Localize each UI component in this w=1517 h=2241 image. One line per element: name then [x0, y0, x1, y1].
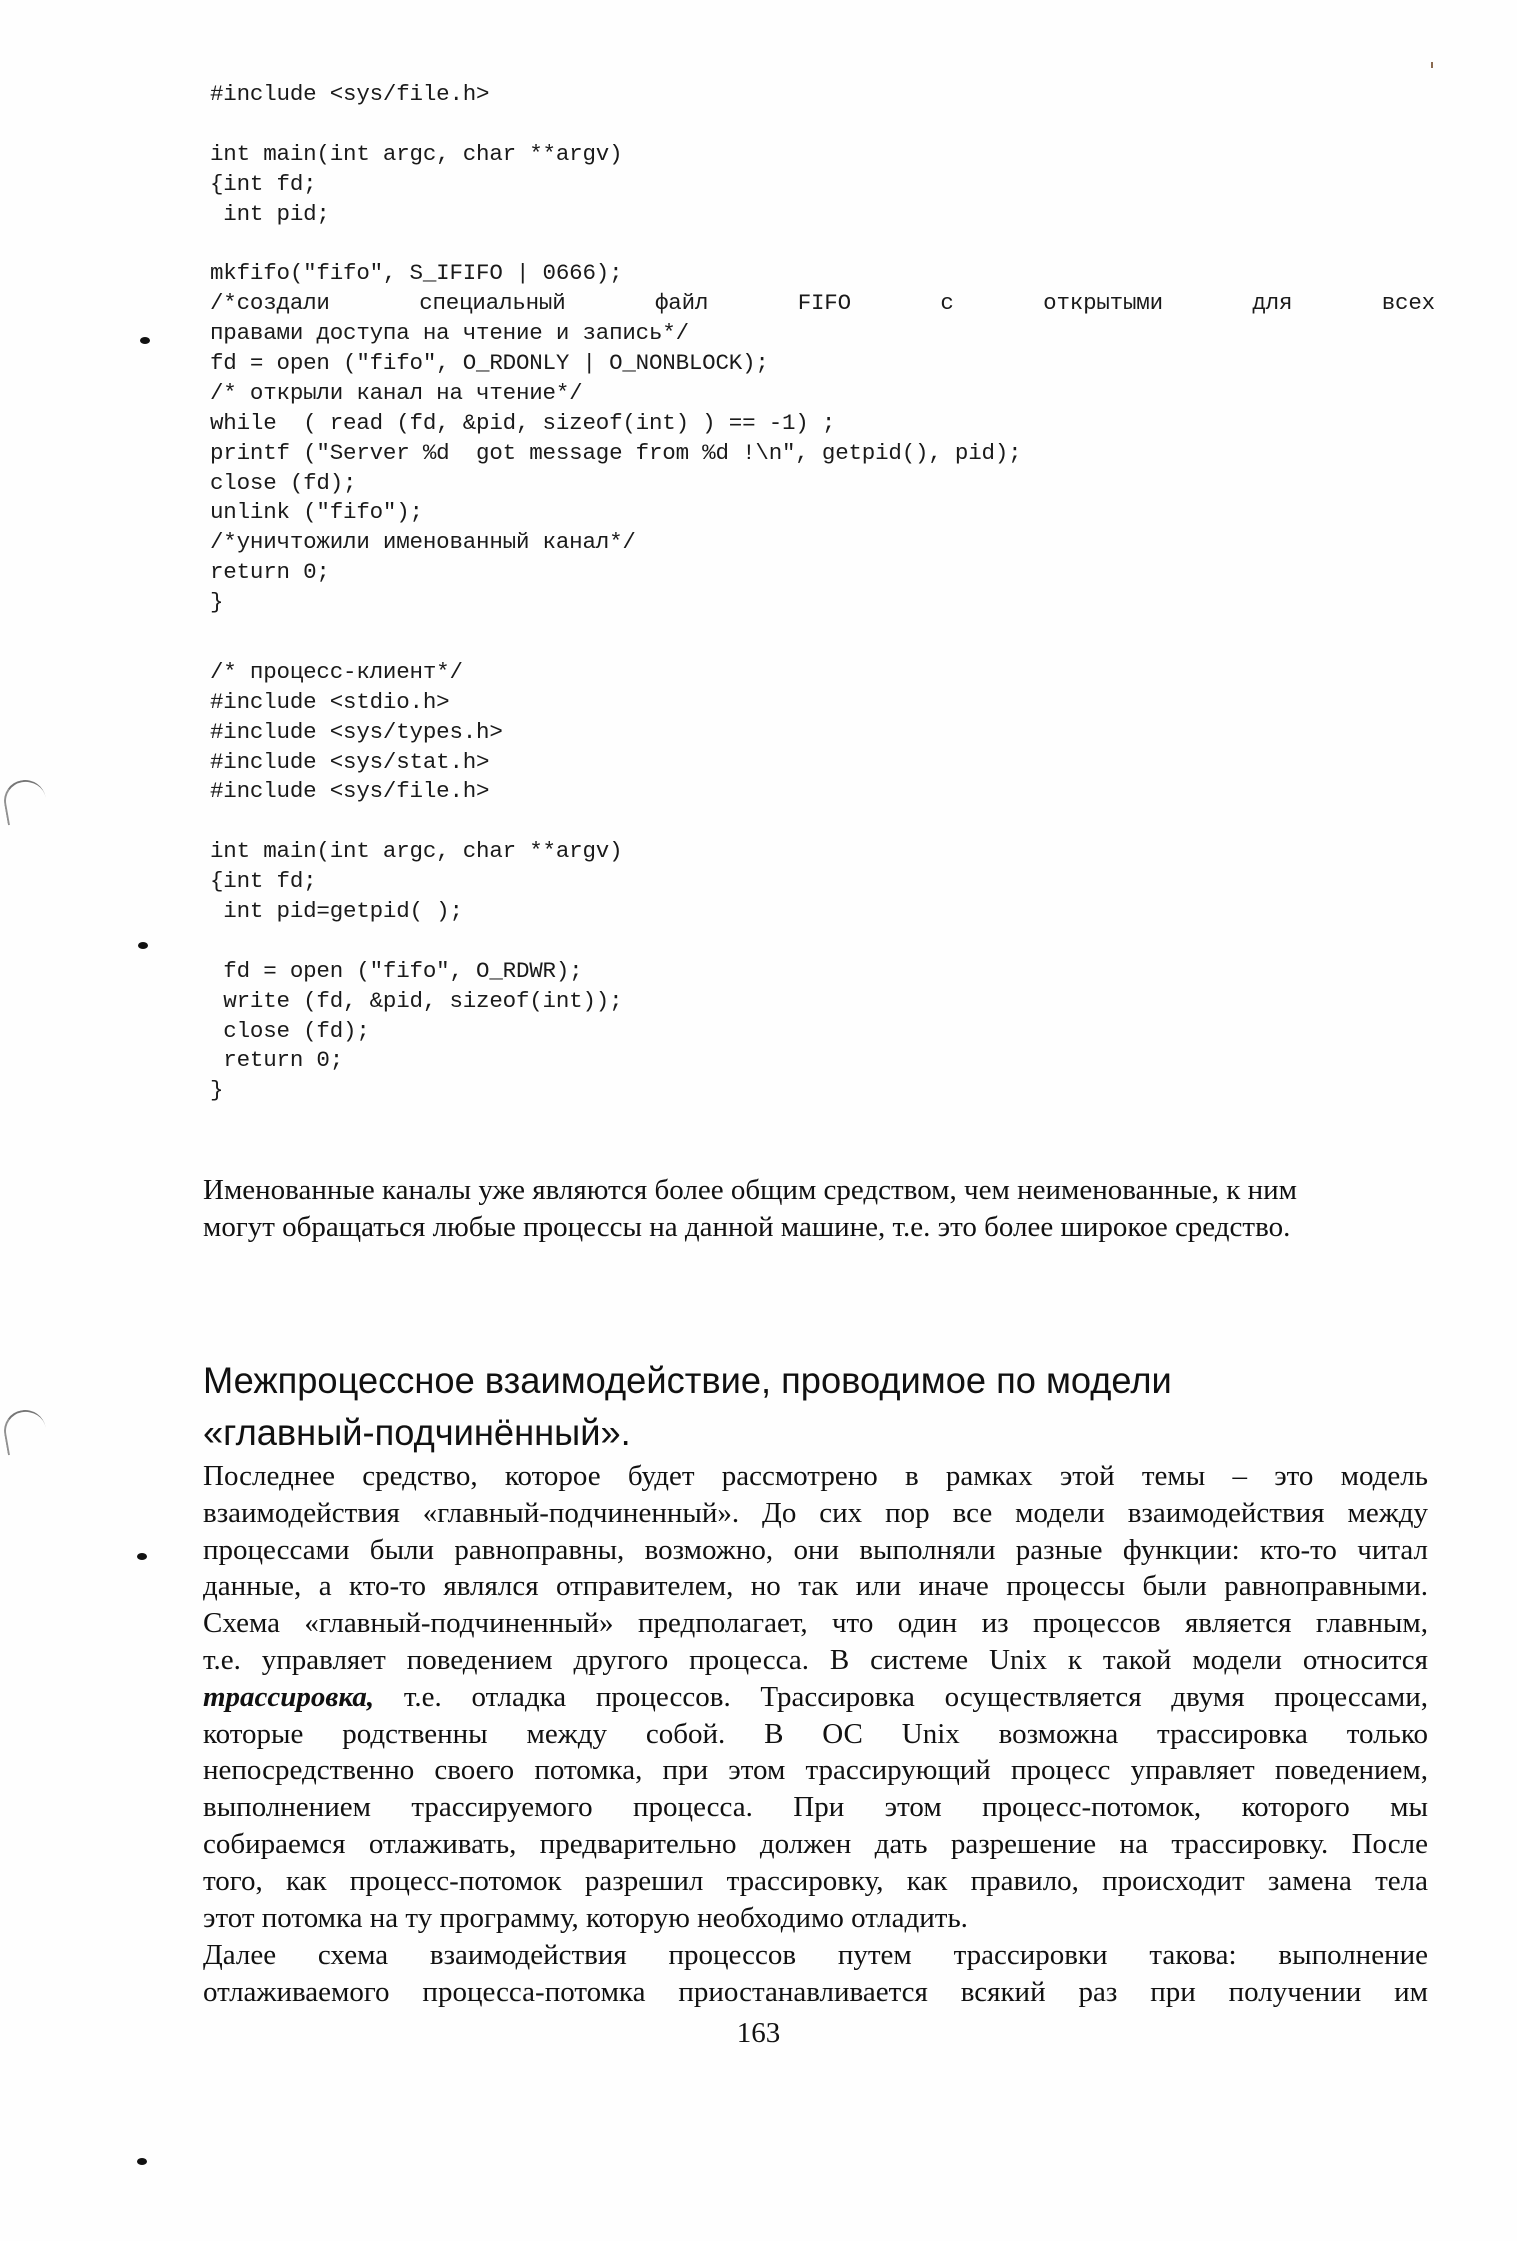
code-line: int pid;: [210, 200, 330, 227]
code-word: с: [940, 290, 954, 317]
code-line: return 0;: [210, 1047, 344, 1074]
code-word: /*создали: [210, 290, 330, 317]
text-line: этот потомка на ту программу, которую необходимо отладить.: [203, 1901, 968, 1934]
scan-arc-mark: [1, 777, 50, 826]
section-heading: [203, 1355, 1418, 1459]
code-block-client: [210, 628, 1450, 1106]
code-line: while ( read (fd, &pid, sizeof(int) ) == -1) ;: [210, 409, 836, 436]
text-line: Схема «главный-подчиненный» предполагает, что один из процессов является главным,: [203, 1607, 1428, 1640]
code-line: правами доступа на чтение и запись*/: [210, 320, 689, 347]
page-number: 163: [736, 2017, 781, 2049]
text-line: Далее схема взаимодействия процессов путем трассировки такова: выполнение: [203, 1939, 1428, 1971]
paragraph-master-slave: [203, 1458, 1428, 1936]
code-word: FIFO: [797, 290, 851, 317]
code-line: close (fd);: [210, 1017, 370, 1044]
text-line: которые родственны между собой. В ОС Unix возможна трассировка только: [203, 1717, 1428, 1750]
scan-speck-mark: [1431, 62, 1433, 68]
code-line: [210, 807, 1450, 837]
code-line: }: [210, 1077, 224, 1104]
scan-speck-mark: [140, 337, 150, 344]
code-line: unlink ("fifo");: [210, 499, 423, 526]
code-line: close (fd);: [210, 469, 357, 496]
text-line: того, как процесс-потомок разрешил трассировку, как правило, происходит замена тела: [203, 1864, 1428, 1897]
code-line: [210, 927, 1450, 957]
text-line: процессами были равноправны, возможно, они выполняли разные функции: кто-то читал: [203, 1533, 1428, 1566]
code-line: int main(int argc, char **argv): [210, 140, 623, 167]
scan-speck-mark: [137, 1553, 147, 1560]
code-line: [210, 110, 1450, 140]
code-block-server: [210, 80, 1450, 618]
code-line: int main(int argc, char **argv): [210, 838, 623, 865]
text-line: могут обращаться любые процессы на данной машине, т.е. это более широкое средство.: [203, 1210, 1291, 1243]
code-line: int pid=getpid( );: [210, 898, 463, 925]
paragraph-named-pipes: [203, 1172, 1428, 1246]
code-line: return 0;: [210, 559, 330, 586]
code-line: [210, 289, 1435, 319]
paragraph-tracing-scheme: [203, 1937, 1428, 2011]
text-line: данные, а кто-то являлся отправителем, но так или иначе процессы были равноправными.: [203, 1570, 1428, 1603]
code-line: {int fd;: [210, 170, 317, 197]
text-line: собираемся отлаживать, предварительно должен дать разрешение на трассировку. После: [203, 1827, 1428, 1860]
code-word: специальный: [419, 290, 566, 317]
code-word: файл: [655, 290, 709, 317]
term-tracing: трассировка,: [203, 1680, 375, 1713]
heading-line: «главный-подчинённый».: [203, 1412, 631, 1453]
code-line: [210, 229, 1450, 259]
code-line: #include <sys/file.h>: [210, 778, 490, 805]
code-line: }: [210, 589, 224, 616]
text-line: взаимодействия «главный-подчиненный». До сих пор все модели взаимодействия между: [203, 1496, 1428, 1529]
code-line: #include <sys/stat.h>: [210, 748, 490, 775]
text-line: отлаживаемого процесса-потомка приостанавливается всякий раз при получении им: [203, 1975, 1428, 2008]
code-line: /* открыли канал на чтение*/: [210, 379, 583, 406]
code-line: printf ("Server %d got message from %d !\n", getpid(), pid);: [210, 439, 1022, 466]
text-line: выполнением трассируемого процесса. При этом процесс-потомок, которого мы: [203, 1791, 1428, 1824]
text-line: непосредственно своего потомка, при этом трассирующий процесс управляет поведением,: [203, 1754, 1428, 1787]
text-line: т.е. управляет поведением другого процесса. В системе Unix к такой модели относится: [203, 1643, 1428, 1676]
scan-arc-mark: [1, 1407, 50, 1456]
code-word: открытыми: [1043, 290, 1163, 317]
heading-line: Межпроцессное взаимодействие, проводимое по модели: [203, 1360, 1172, 1401]
scan-speck-mark: [137, 2158, 147, 2165]
code-line: #include <sys/file.h>: [210, 81, 490, 107]
code-line: #include <sys/types.h>: [210, 718, 503, 745]
code-line: fd = open ("fifo", O_RDONLY | O_NONBLOCK);: [210, 350, 769, 377]
code-line: #include <stdio.h>: [210, 688, 450, 715]
code-line: /* процесс-клиент*/: [210, 658, 463, 685]
scan-speck-mark: [138, 942, 148, 949]
code-line: [210, 628, 1450, 658]
code-line: mkfifo("fifo", S_IFIFO | 0666);: [210, 260, 623, 287]
code-line: /*уничтожили именованный канал*/: [210, 529, 636, 556]
text-line: Последнее средство, которое будет рассмотрено в рамках этой темы – это модель: [203, 1460, 1428, 1492]
text-fragment: т.е. отладка процессов. Трассировка осуществляется двумя процессами,: [374, 1680, 1428, 1713]
code-word: для: [1252, 290, 1293, 317]
code-line: {int fd;: [210, 868, 317, 895]
code-line: fd = open ("fifo", O_RDWR);: [210, 957, 583, 984]
text-line: [203, 1679, 1428, 1716]
code-word: всех: [1381, 290, 1435, 317]
text-line: Именованные каналы уже являются более общим средством, чем неименованные, к ним: [203, 1174, 1298, 1206]
code-line: write (fd, &pid, sizeof(int));: [210, 987, 623, 1014]
